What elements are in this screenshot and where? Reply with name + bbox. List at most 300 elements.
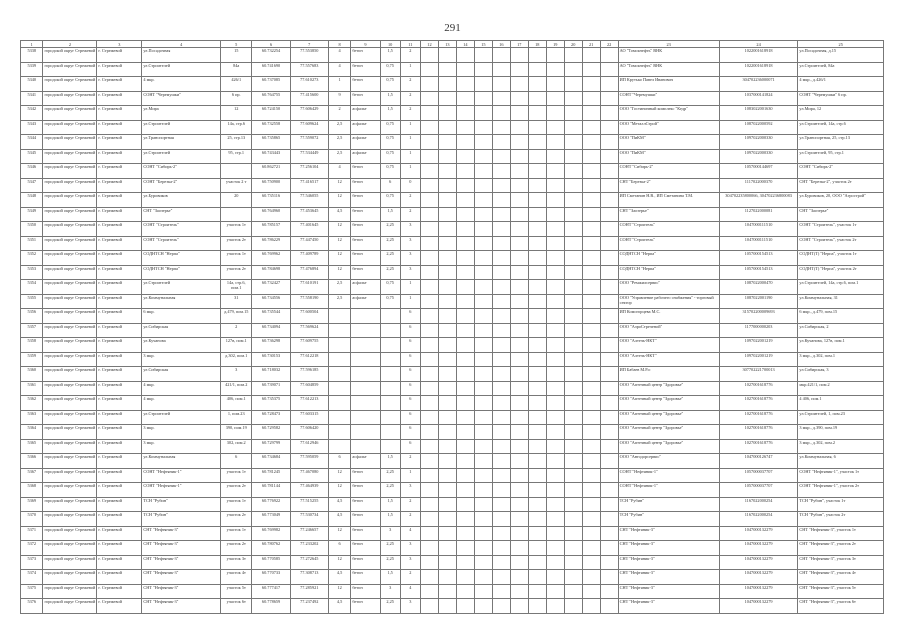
table-cell xyxy=(510,149,528,164)
table-cell: 426/1 xyxy=(221,77,252,92)
table-cell: 1097022000330 xyxy=(719,149,798,164)
table-cell: 5348 xyxy=(21,193,43,208)
table-cell xyxy=(474,323,492,338)
table-cell: асфальт xyxy=(351,135,380,150)
table-cell: 1057000154513 xyxy=(719,265,798,280)
table-row xyxy=(21,207,884,222)
table-cell: 1037000141824 xyxy=(719,91,798,106)
table-cell: 2 xyxy=(400,48,420,63)
table-cell: 2,25 xyxy=(380,265,400,280)
table-cell xyxy=(582,599,600,614)
table-cell: 12 xyxy=(328,526,350,541)
table-cell: 0,75 xyxy=(380,120,400,135)
table-cell xyxy=(456,338,474,353)
table-cell: 77.609624 xyxy=(290,120,328,135)
table-cell xyxy=(510,352,528,367)
table-cell xyxy=(328,425,350,440)
table-cell: г. Стрежевой xyxy=(97,280,142,295)
table-cell xyxy=(564,454,582,469)
table-cell: 60.750900 xyxy=(252,178,290,193)
table-cell: городской округ Стрежевой xyxy=(43,584,97,599)
table-cell xyxy=(438,526,456,541)
table-cell xyxy=(492,48,510,63)
table-cell: 2,25 xyxy=(380,251,400,266)
column-number-cell: 19 xyxy=(546,41,564,48)
table-cell xyxy=(546,251,564,266)
table-cell xyxy=(510,323,528,338)
table-cell xyxy=(474,222,492,237)
table-cell: 77.606420 xyxy=(290,425,328,440)
table-cell xyxy=(438,193,456,208)
table-cell xyxy=(351,410,380,425)
column-number-row xyxy=(21,41,884,48)
table-cell xyxy=(456,584,474,599)
table-cell xyxy=(510,251,528,266)
table-cell xyxy=(474,251,492,266)
table-cell: бетон xyxy=(351,91,380,106)
table-cell xyxy=(492,584,510,599)
table-cell xyxy=(474,425,492,440)
table-cell: городской округ Стрежевой xyxy=(43,309,97,324)
table-cell: 77.557683 xyxy=(290,62,328,77)
table-cell: городской округ Стрежевой xyxy=(43,135,97,150)
table-cell: ТСН "Рубин" xyxy=(142,497,221,512)
table-cell: 1097022001219 xyxy=(719,338,798,353)
table-cell: 77.596185 xyxy=(290,367,328,382)
table-cell: ул.Транспортная, 25, стр.13 xyxy=(798,135,884,150)
table-cell xyxy=(600,468,618,483)
table-cell xyxy=(380,338,400,353)
table-cell: ул.Строителей xyxy=(142,280,221,295)
table-cell: 60.735375 xyxy=(252,396,290,411)
table-cell xyxy=(420,526,438,541)
table-cell xyxy=(564,106,582,121)
table-cell: 4,5 xyxy=(328,497,350,512)
table-cell xyxy=(438,439,456,454)
table-cell: 2 xyxy=(400,91,420,106)
table-cell: АО "Томскнефть" ВНК xyxy=(618,48,719,63)
table-cell xyxy=(380,396,400,411)
table-cell: 2,5 xyxy=(328,294,350,309)
table-cell: 3 xyxy=(400,483,420,498)
table-cell xyxy=(564,207,582,222)
table-cell xyxy=(492,149,510,164)
table-cell xyxy=(510,222,528,237)
table-cell: 406, пом.1 xyxy=(221,396,252,411)
table-cell: участок 2т xyxy=(221,541,252,556)
table-cell: 1 xyxy=(400,294,420,309)
column-number-cell: 17 xyxy=(510,41,528,48)
table-cell xyxy=(582,381,600,396)
table-cell xyxy=(582,222,600,237)
table-cell: бетон xyxy=(351,251,380,266)
table-cell: 77.464939 xyxy=(290,483,328,498)
table-cell xyxy=(528,265,546,280)
table-cell: городской округ Стрежевой xyxy=(43,48,97,63)
table-cell: 5350 xyxy=(21,222,43,237)
table-cell: 12 xyxy=(328,222,350,237)
table-cell xyxy=(582,570,600,585)
table-cell xyxy=(510,178,528,193)
table-cell xyxy=(438,91,456,106)
table-cell: СОНТ "Строитель", участок 1т xyxy=(798,222,884,237)
table-cell: 3 xyxy=(400,222,420,237)
table-cell xyxy=(474,280,492,295)
table-cell xyxy=(456,367,474,382)
table-cell: 77.447450 xyxy=(290,236,328,251)
table-cell xyxy=(564,468,582,483)
table-cell: 77.233202 xyxy=(290,541,328,556)
table-cell: 5338 xyxy=(21,48,43,63)
table-cell: СНТ "Нефтяник-3" xyxy=(142,541,221,556)
table-cell: участок 2т xyxy=(221,265,252,280)
table-cell xyxy=(546,106,564,121)
table-cell xyxy=(528,454,546,469)
table-cell: городской округ Стрежевой xyxy=(43,91,97,106)
table-cell xyxy=(600,497,618,512)
table-cell: СОДНТСН "Нерпа" xyxy=(618,265,719,280)
table-cell xyxy=(420,483,438,498)
table-cell xyxy=(456,541,474,556)
table-cell: городской округ Стрежевой xyxy=(43,454,97,469)
table-cell: городской округ Стрежевой xyxy=(43,352,97,367)
table-cell: 5349 xyxy=(21,207,43,222)
table-cell: городской округ Стрежевой xyxy=(43,106,97,121)
table-cell xyxy=(420,512,438,527)
table-cell: бетон xyxy=(351,570,380,585)
table-cell: 6 xyxy=(328,541,350,556)
table-cell xyxy=(582,106,600,121)
table-cell xyxy=(420,91,438,106)
table-cell xyxy=(456,483,474,498)
table-cell xyxy=(564,265,582,280)
table-cell xyxy=(492,425,510,440)
table-cell xyxy=(474,135,492,150)
table-cell: бетон xyxy=(351,512,380,527)
table-cell: бетон xyxy=(351,207,380,222)
table-cell xyxy=(564,251,582,266)
table-cell: г. Стрежевой xyxy=(97,439,142,454)
table-cell: участок 1т xyxy=(221,526,252,541)
table-cell: 12 xyxy=(328,483,350,498)
table-cell: 5344 xyxy=(21,135,43,150)
table-cell xyxy=(546,483,564,498)
table-row xyxy=(21,265,884,280)
table-cell xyxy=(600,164,618,179)
table-cell xyxy=(600,120,618,135)
table-cell xyxy=(420,352,438,367)
column-number-cell: 3 xyxy=(97,41,142,48)
table-cell: 1167022000254 xyxy=(719,512,798,527)
table-cell: ООО "АэроСтреченой" xyxy=(618,323,719,338)
table-cell: 5357 xyxy=(21,323,43,338)
table-cell xyxy=(420,541,438,556)
table-cell xyxy=(564,135,582,150)
table-cell: г. Стрежевой xyxy=(97,454,142,469)
table-cell: 1027001618776 xyxy=(719,410,798,425)
table-cell: 5341 xyxy=(21,91,43,106)
table-cell: ул.Строителей xyxy=(142,410,221,425)
table-cell xyxy=(420,48,438,63)
table-cell xyxy=(456,251,474,266)
table-cell xyxy=(456,236,474,251)
table-cell xyxy=(582,193,600,208)
table-cell: 77.415600 xyxy=(290,91,328,106)
column-number-cell: 11 xyxy=(400,41,420,48)
table-cell: 60.781144 xyxy=(252,483,290,498)
table-cell: 77.409789 xyxy=(290,251,328,266)
table-cell xyxy=(456,77,474,92)
table-cell: ул.Строителей, 84а xyxy=(798,62,884,77)
table-cell xyxy=(456,555,474,570)
table-cell: 5358 xyxy=(21,338,43,353)
table-cell xyxy=(582,48,600,63)
table-cell: 4 мкр. xyxy=(142,381,221,396)
table-cell xyxy=(528,48,546,63)
table-cell xyxy=(510,541,528,556)
table-cell xyxy=(456,294,474,309)
table-cell xyxy=(492,222,510,237)
table-cell xyxy=(420,178,438,193)
table-cell xyxy=(528,599,546,614)
table-cell: 3 xyxy=(380,584,400,599)
table-cell: 2 xyxy=(400,512,420,527)
table-cell xyxy=(492,526,510,541)
table-cell xyxy=(600,91,618,106)
table-cell: городской округ Стрежевой xyxy=(43,410,97,425)
table-cell xyxy=(546,381,564,396)
table-cell xyxy=(456,178,474,193)
table-cell: 5354 xyxy=(21,280,43,295)
table-cell xyxy=(600,178,618,193)
table-cell xyxy=(528,251,546,266)
table-cell: 5340 xyxy=(21,77,43,92)
table-cell xyxy=(492,135,510,150)
table-cell xyxy=(564,367,582,382)
table-cell: ул.Коммунальная xyxy=(142,294,221,309)
table-cell: участок 1т xyxy=(221,222,252,237)
table-cell xyxy=(474,120,492,135)
table-cell: 5370 xyxy=(21,512,43,527)
table-row xyxy=(21,120,884,135)
table-cell: 5368 xyxy=(21,483,43,498)
table-cell xyxy=(456,381,474,396)
table-cell: СОНТ "Нефтяник-1", участок 1т xyxy=(798,468,884,483)
table-cell: 3 мкр. xyxy=(142,425,221,440)
table-cell xyxy=(492,454,510,469)
table-cell xyxy=(438,425,456,440)
table-cell xyxy=(600,193,618,208)
table-cell xyxy=(351,367,380,382)
table-cell: асфальт xyxy=(351,106,380,121)
table-cell: г. Стрежевой xyxy=(97,497,142,512)
table-cell: 60.781245 xyxy=(252,468,290,483)
table-cell: асфальт xyxy=(351,280,380,295)
table-cell: ИП Комогорцева М.С. xyxy=(618,309,719,324)
table-cell xyxy=(510,120,528,135)
table-cell xyxy=(546,599,564,614)
table-cell xyxy=(474,584,492,599)
table-cell xyxy=(546,512,564,527)
table-cell: бетон xyxy=(351,526,380,541)
table-cell xyxy=(492,309,510,324)
table-cell xyxy=(582,352,600,367)
table-cell xyxy=(528,309,546,324)
table-cell xyxy=(564,164,582,179)
table-cell xyxy=(510,294,528,309)
table-cell xyxy=(546,222,564,237)
table-cell: 1083022001630 xyxy=(719,106,798,121)
table-cell: 60.735116 xyxy=(252,193,290,208)
table-cell xyxy=(528,425,546,440)
table-cell: 1087022000592 xyxy=(719,120,798,135)
table-cell: 307702221700013 xyxy=(719,367,798,382)
table-cell: СНТ "Нефтяник-3", участок 2т xyxy=(798,541,884,556)
table-cell: бетон xyxy=(351,193,380,208)
table-cell xyxy=(492,599,510,614)
table-cell xyxy=(528,62,546,77)
table-cell xyxy=(328,309,350,324)
table-cell xyxy=(564,48,582,63)
table-cell xyxy=(438,497,456,512)
table-cell: 12 xyxy=(328,555,350,570)
table-cell: СОНТ "Нефтяник-1" xyxy=(618,483,719,498)
table-cell: 1 xyxy=(400,135,420,150)
table-cell xyxy=(510,497,528,512)
table-cell: 1047000132279 xyxy=(719,526,798,541)
table-cell: 5366 xyxy=(21,454,43,469)
table-cell xyxy=(546,48,564,63)
table-cell xyxy=(438,222,456,237)
table-cell xyxy=(510,396,528,411)
table-cell: 4 мкр. xyxy=(142,396,221,411)
table-cell: бетон xyxy=(351,483,380,498)
table-cell: СОНТ "Строитель" xyxy=(142,236,221,251)
table-cell: городской округ Стрежевой xyxy=(43,338,97,353)
table-cell xyxy=(456,193,474,208)
table-cell xyxy=(546,309,564,324)
table-cell: 1,5 xyxy=(380,497,400,512)
table-cell: 2,5 xyxy=(328,120,350,135)
table-cell: 2,25 xyxy=(380,483,400,498)
table-cell: г. Стрежевой xyxy=(97,352,142,367)
table-cell xyxy=(351,439,380,454)
table-cell xyxy=(456,352,474,367)
table-cell: 1167022000254 xyxy=(719,497,798,512)
table-cell xyxy=(474,468,492,483)
table-cell xyxy=(564,236,582,251)
table-cell xyxy=(510,338,528,353)
table-cell: СОНТ "Сибирь-2" xyxy=(798,164,884,179)
table-cell: 0,75 xyxy=(380,193,400,208)
table-cell xyxy=(510,106,528,121)
table-cell xyxy=(528,497,546,512)
table-cell: СОНТ "Нефтяник-1" xyxy=(142,483,221,498)
table-cell: 0,75 xyxy=(380,135,400,150)
table-cell: 302, пом.2 xyxy=(221,439,252,454)
table-cell: 6 пр. xyxy=(221,91,252,106)
table-cell xyxy=(528,468,546,483)
table-cell xyxy=(564,178,582,193)
table-cell: 60.769962 xyxy=(252,251,290,266)
table-cell: ул.Сибирская, 2 xyxy=(798,323,884,338)
table-cell xyxy=(546,338,564,353)
table-cell: ул.Коммунальная, 31 xyxy=(798,294,884,309)
table-cell: городской округ Стрежевой xyxy=(43,570,97,585)
table-cell xyxy=(474,483,492,498)
table-cell xyxy=(582,265,600,280)
table-row xyxy=(21,309,884,324)
table-cell: 5371 xyxy=(21,526,43,541)
table-cell: 77.546055 xyxy=(290,193,328,208)
table-row xyxy=(21,48,884,63)
table-row xyxy=(21,236,884,251)
table-cell xyxy=(438,178,456,193)
table-cell: городской округ Стрежевой xyxy=(43,381,97,396)
table-cell: городской округ Стрежевой xyxy=(43,526,97,541)
table-cell xyxy=(582,512,600,527)
table-cell: 60.735544 xyxy=(252,309,290,324)
table-cell xyxy=(582,410,600,425)
table-cell xyxy=(420,164,438,179)
table-cell xyxy=(438,338,456,353)
table-cell: 60.732254 xyxy=(252,48,290,63)
table-cell: ТСН "Рубин", участок 1т xyxy=(798,497,884,512)
table-cell: участок 4т xyxy=(221,570,252,585)
table-cell xyxy=(328,367,350,382)
table-cell: г. Стрежевой xyxy=(97,222,142,237)
table-cell xyxy=(221,164,252,179)
table-cell xyxy=(492,367,510,382)
table-cell xyxy=(510,439,528,454)
table-cell: 0,75 xyxy=(380,294,400,309)
table-cell xyxy=(492,468,510,483)
table-cell xyxy=(582,439,600,454)
table-cell xyxy=(438,164,456,179)
table-cell xyxy=(600,584,618,599)
table-cell xyxy=(528,120,546,135)
table-cell: участок 5т xyxy=(221,584,252,599)
table-cell: 1,5 xyxy=(380,570,400,585)
table-cell xyxy=(438,251,456,266)
table-cell: ООО "Алтечь-НКТ" xyxy=(618,338,719,353)
table-cell: 2,25 xyxy=(380,541,400,556)
table-cell: СОНТ "Черемушки" 6 пр. xyxy=(798,91,884,106)
table-cell xyxy=(510,135,528,150)
column-number-cell: 20 xyxy=(564,41,582,48)
table-cell xyxy=(351,352,380,367)
table-cell: г. Стрежевой xyxy=(97,468,142,483)
table-cell xyxy=(456,512,474,527)
table-cell xyxy=(528,367,546,382)
table-cell xyxy=(546,135,564,150)
table-cell: г. Стрежевой xyxy=(97,62,142,77)
table-cell: городской округ Стрежевой xyxy=(43,468,97,483)
table-cell: г. Стрежевой xyxy=(97,367,142,382)
table-cell: городской округ Стрежевой xyxy=(43,294,97,309)
table-cell xyxy=(474,178,492,193)
table-cell xyxy=(582,555,600,570)
table-cell xyxy=(582,367,600,382)
table-cell: 2 xyxy=(400,77,420,92)
table-cell: 60.784698 xyxy=(252,265,290,280)
table-cell xyxy=(564,555,582,570)
table-cell: городской округ Стрежевой xyxy=(43,439,97,454)
table-cell: 3 xyxy=(221,367,252,382)
table-cell: бетон xyxy=(351,77,380,92)
table-cell xyxy=(564,483,582,498)
table-cell xyxy=(351,309,380,324)
